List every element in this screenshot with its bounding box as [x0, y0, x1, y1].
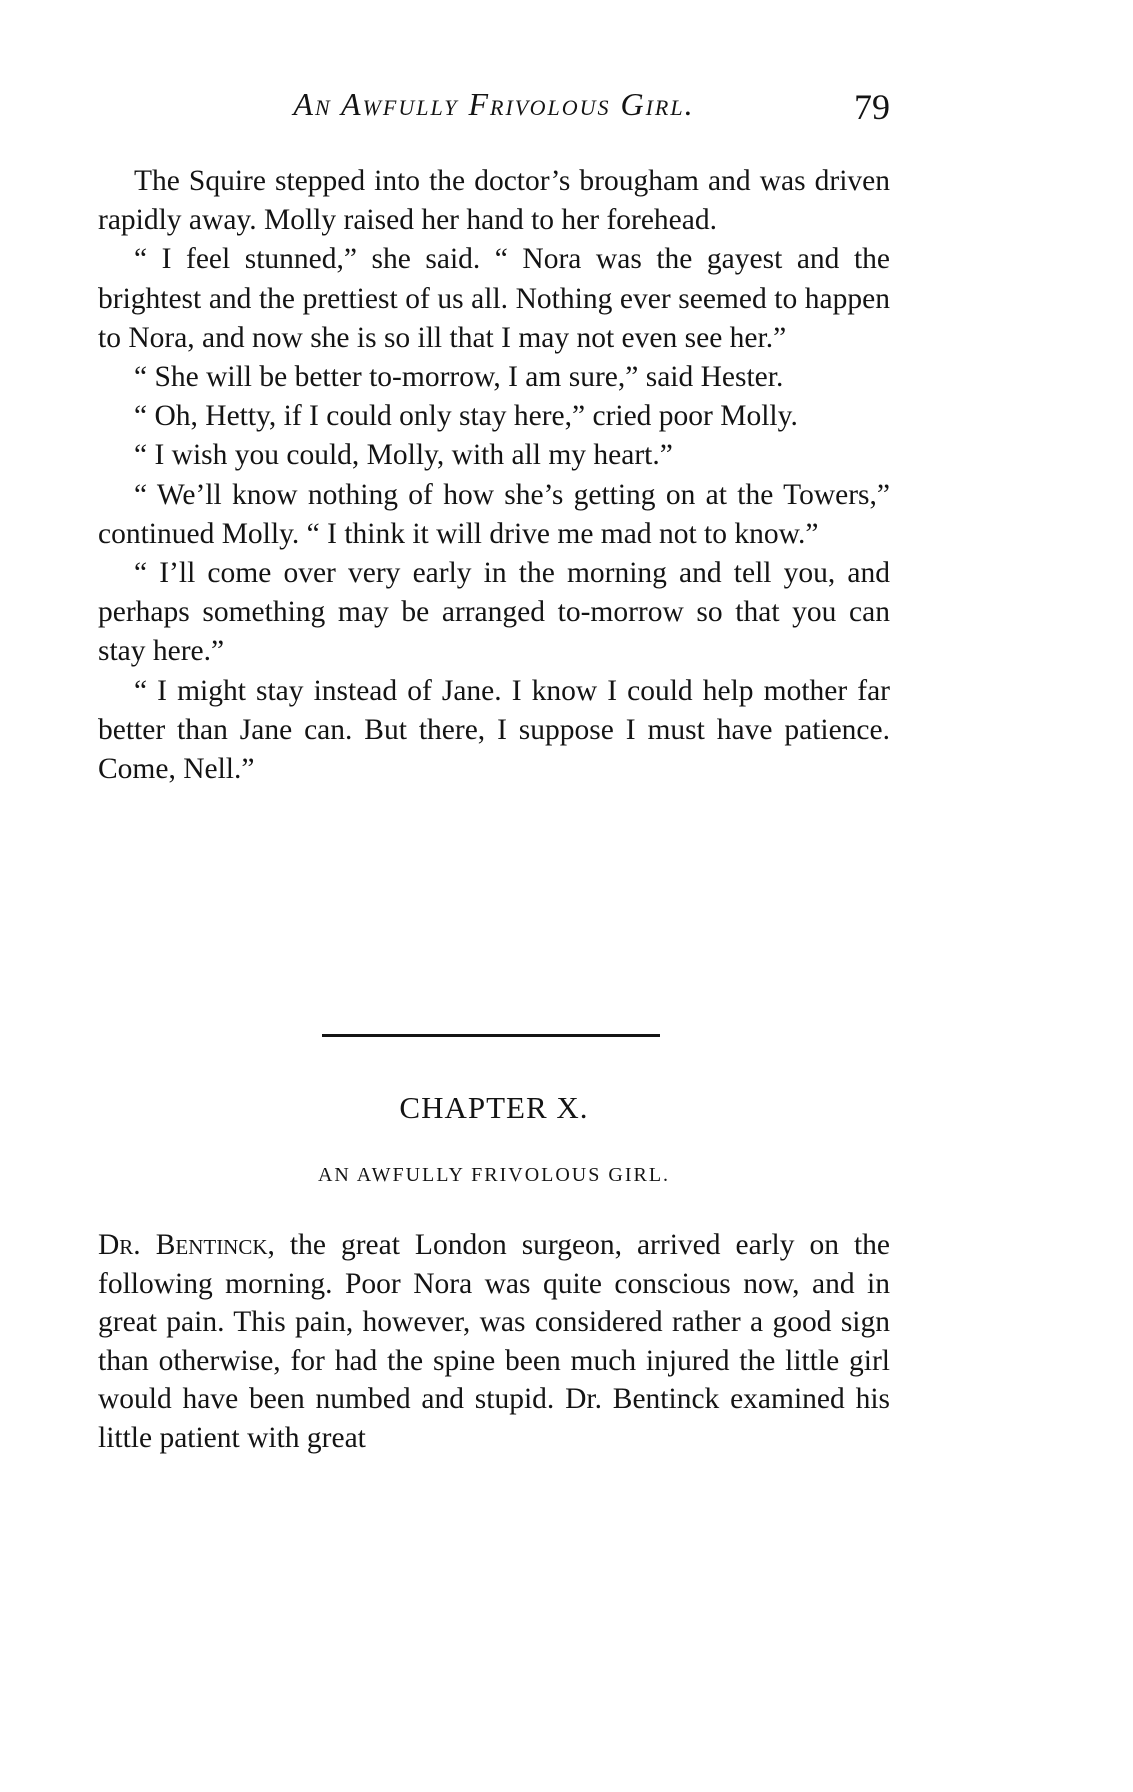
running-head	[98, 86, 890, 130]
paragraph: “ We’ll know nothing of how she’s getting on at the Towers,” continued Molly. “ I think it will drive me mad not to know.”	[98, 478, 890, 550]
paragraph: “ She will be better to-morrow, I am sure,” said Hester.	[134, 361, 784, 394]
paragraph: The Squire stepped into the doctor’s brougham and was driven rapidly away. Molly raised her hand to her forehead.	[98, 165, 890, 237]
body-text	[98, 162, 890, 789]
page-number: 79	[854, 87, 890, 127]
paragraph: “ I wish you could, Molly, with all my heart.”	[134, 439, 673, 472]
chapter-heading: CHAPTER X.	[399, 1090, 589, 1125]
paragraph: “ I might stay instead of Jane. I know I could help mother far better than Jane can. But there, I suppose I must have patience. Come, Nell.”	[98, 674, 890, 786]
paragraph: “ I feel stunned,” she said. “ Nora was the gayest and the brightest and the prettiest of us all. Nothing ever seemed to happen to Nora, and now she is so ill that I may not even see her.”	[98, 243, 890, 354]
running-title: An Awfully Frivolous Girl.	[293, 86, 695, 122]
chapter-paragraph-text: the great London surgeon, arrived early on the following morning. Poor Nora was quite conscious now, and in great pain. This pain, however, was considered rather a good sign than otherwise, for had the spine been much injured the little girl would have been numbed and stupid. Dr. Bentinck examined his little patient with great	[98, 1229, 890, 1454]
chapter-body-text	[98, 1226, 890, 1458]
paragraph: “ I’ll come over very early in the morning and tell you, and perhaps something may be arranged to-morrow so that you can stay here.”	[98, 557, 890, 668]
paragraph: “ Oh, Hetty, if I could only stay here,” cried poor Molly.	[134, 400, 798, 433]
section-divider	[322, 1034, 660, 1037]
chapter-first-paragraph	[98, 1226, 890, 1458]
chapter-subtitle: AN AWFULLY FRIVOLOUS GIRL.	[317, 1164, 671, 1186]
lead-name: Dr. Bentinck,	[98, 1229, 275, 1261]
